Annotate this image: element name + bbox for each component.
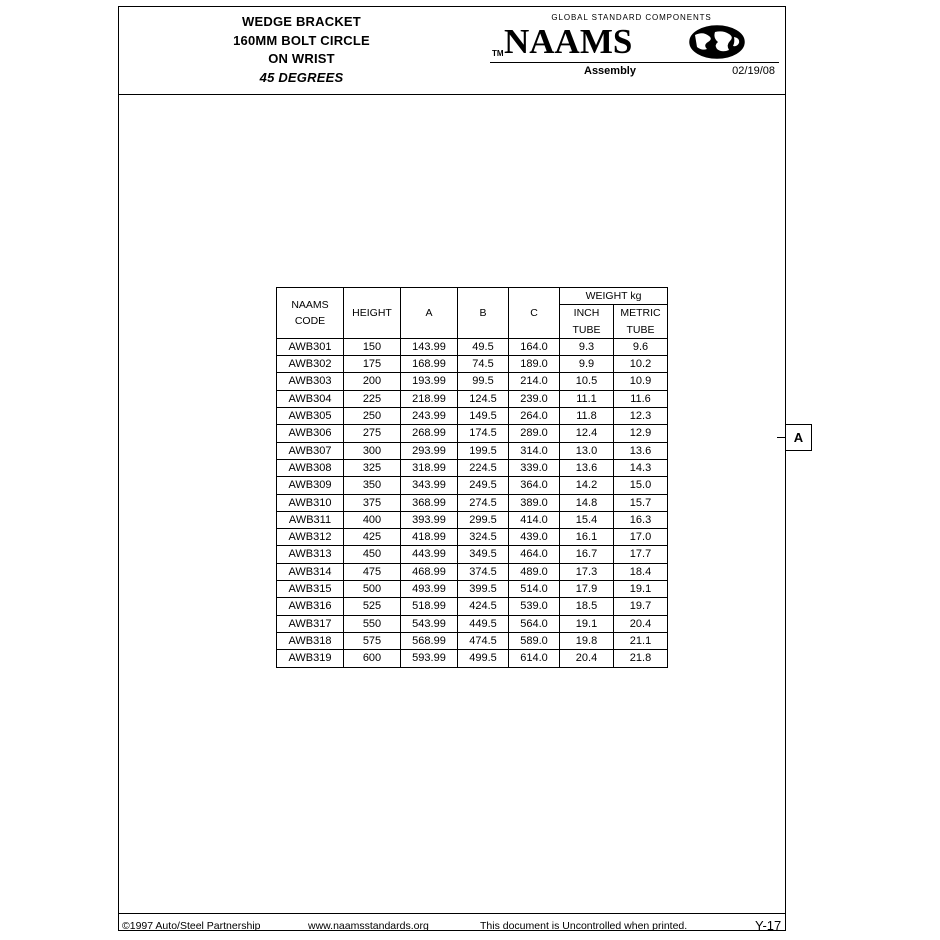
table-header-row bbox=[277, 288, 668, 305]
title-line-4: 45 DEGREES bbox=[259, 69, 344, 85]
cell-a: 493.99 bbox=[401, 581, 458, 598]
header-naams-code-line1: NAAMS bbox=[291, 298, 329, 311]
cell-c: 614.0 bbox=[509, 650, 560, 667]
table-row bbox=[277, 598, 668, 615]
cell-a: 343.99 bbox=[401, 477, 458, 494]
cell-a: 543.99 bbox=[401, 615, 458, 632]
table-row bbox=[277, 356, 668, 373]
cell-a: 268.99 bbox=[401, 425, 458, 442]
table-row bbox=[277, 425, 668, 442]
cell-metric: 14.3 bbox=[614, 459, 668, 476]
footer-divider bbox=[118, 913, 786, 914]
cell-a: 418.99 bbox=[401, 529, 458, 546]
drawing-title bbox=[119, 7, 484, 94]
cell-a: 568.99 bbox=[401, 632, 458, 649]
cell-code: AWB314 bbox=[277, 563, 344, 580]
cell-a: 468.99 bbox=[401, 563, 458, 580]
cell-c: 189.0 bbox=[509, 356, 560, 373]
cell-c: 239.0 bbox=[509, 390, 560, 407]
cell-code: AWB309 bbox=[277, 477, 344, 494]
cell-c: 164.0 bbox=[509, 338, 560, 355]
cell-a: 393.99 bbox=[401, 511, 458, 528]
cell-a: 368.99 bbox=[401, 494, 458, 511]
cell-code: AWB302 bbox=[277, 356, 344, 373]
cell-code: AWB310 bbox=[277, 494, 344, 511]
table-row bbox=[277, 408, 668, 425]
cell-inch: 20.4 bbox=[560, 650, 614, 667]
header-b: B bbox=[458, 288, 509, 339]
cell-inch: 11.1 bbox=[560, 390, 614, 407]
cell-b: 224.5 bbox=[458, 459, 509, 476]
footer-notice: This document is Uncontrolled when printed. bbox=[480, 920, 688, 932]
spec-table bbox=[276, 287, 668, 668]
cell-inch: 14.2 bbox=[560, 477, 614, 494]
cell-b: 399.5 bbox=[458, 581, 509, 598]
cell-metric: 19.1 bbox=[614, 581, 668, 598]
cell-b: 124.5 bbox=[458, 390, 509, 407]
spec-table-body bbox=[277, 338, 668, 667]
cell-height: 375 bbox=[344, 494, 401, 511]
cell-b: 274.5 bbox=[458, 494, 509, 511]
cell-code: AWB304 bbox=[277, 390, 344, 407]
cell-c: 464.0 bbox=[509, 546, 560, 563]
table-row bbox=[277, 338, 668, 355]
cell-metric: 10.9 bbox=[614, 373, 668, 390]
header-a: A bbox=[401, 288, 458, 339]
cell-b: 49.5 bbox=[458, 338, 509, 355]
cell-height: 275 bbox=[344, 425, 401, 442]
cell-code: AWB319 bbox=[277, 650, 344, 667]
page-footer bbox=[118, 918, 786, 938]
table-row bbox=[277, 390, 668, 407]
document-category: Assembly bbox=[584, 65, 636, 77]
cell-code: AWB317 bbox=[277, 615, 344, 632]
title-line-1: WEDGE BRACKET bbox=[242, 14, 361, 29]
header-height: HEIGHT bbox=[344, 288, 401, 339]
header-weight: WEIGHT kg bbox=[560, 288, 668, 305]
cell-b: 499.5 bbox=[458, 650, 509, 667]
cell-height: 475 bbox=[344, 563, 401, 580]
cell-code: AWB316 bbox=[277, 598, 344, 615]
cell-c: 364.0 bbox=[509, 477, 560, 494]
cell-code: AWB307 bbox=[277, 442, 344, 459]
brand-block bbox=[484, 7, 785, 94]
cell-b: 474.5 bbox=[458, 632, 509, 649]
footer-copyright: ©1997 Auto/Steel Partnership bbox=[122, 920, 261, 932]
cell-height: 550 bbox=[344, 615, 401, 632]
cell-b: 199.5 bbox=[458, 442, 509, 459]
cell-inch: 14.8 bbox=[560, 494, 614, 511]
cell-metric: 21.1 bbox=[614, 632, 668, 649]
cell-code: AWB318 bbox=[277, 632, 344, 649]
table-row bbox=[277, 442, 668, 459]
cell-metric: 15.7 bbox=[614, 494, 668, 511]
cell-code: AWB305 bbox=[277, 408, 344, 425]
cell-b: 249.5 bbox=[458, 477, 509, 494]
drawing-sheet bbox=[118, 6, 786, 931]
cell-code: AWB315 bbox=[277, 581, 344, 598]
cell-height: 600 bbox=[344, 650, 401, 667]
cell-inch: 9.9 bbox=[560, 356, 614, 373]
cell-inch: 16.7 bbox=[560, 546, 614, 563]
cell-metric: 13.6 bbox=[614, 442, 668, 459]
cell-metric: 9.6 bbox=[614, 338, 668, 355]
cell-c: 589.0 bbox=[509, 632, 560, 649]
cell-c: 264.0 bbox=[509, 408, 560, 425]
cell-code: AWB311 bbox=[277, 511, 344, 528]
table-row bbox=[277, 459, 668, 476]
cell-b: 299.5 bbox=[458, 511, 509, 528]
revision-tag: A bbox=[785, 424, 812, 451]
cell-c: 314.0 bbox=[509, 442, 560, 459]
cell-inch: 15.4 bbox=[560, 511, 614, 528]
cell-b: 324.5 bbox=[458, 529, 509, 546]
cell-height: 175 bbox=[344, 356, 401, 373]
cell-a: 518.99 bbox=[401, 598, 458, 615]
cell-height: 525 bbox=[344, 598, 401, 615]
cell-inch: 13.6 bbox=[560, 459, 614, 476]
cell-c: 514.0 bbox=[509, 581, 560, 598]
cell-inch: 11.8 bbox=[560, 408, 614, 425]
table-row bbox=[277, 494, 668, 511]
cell-c: 439.0 bbox=[509, 529, 560, 546]
cell-code: AWB303 bbox=[277, 373, 344, 390]
cell-metric: 17.0 bbox=[614, 529, 668, 546]
cell-metric: 12.3 bbox=[614, 408, 668, 425]
cell-inch: 19.8 bbox=[560, 632, 614, 649]
cell-height: 300 bbox=[344, 442, 401, 459]
header-naams-code-line2: CODE bbox=[294, 314, 326, 327]
header-weight-inch: INCH TUBE bbox=[560, 305, 614, 339]
cell-metric: 19.7 bbox=[614, 598, 668, 615]
cell-height: 400 bbox=[344, 511, 401, 528]
cell-inch: 9.3 bbox=[560, 338, 614, 355]
brand-name: NAAMS bbox=[504, 22, 633, 61]
cell-metric: 17.7 bbox=[614, 546, 668, 563]
cell-b: 99.5 bbox=[458, 373, 509, 390]
cell-metric: 16.3 bbox=[614, 511, 668, 528]
header-naams-code bbox=[277, 288, 344, 339]
table-row bbox=[277, 650, 668, 667]
cell-a: 593.99 bbox=[401, 650, 458, 667]
spec-table-container bbox=[276, 287, 668, 668]
cell-metric: 12.9 bbox=[614, 425, 668, 442]
table-row bbox=[277, 529, 668, 546]
cell-b: 424.5 bbox=[458, 598, 509, 615]
cell-metric: 11.6 bbox=[614, 390, 668, 407]
cell-a: 293.99 bbox=[401, 442, 458, 459]
cell-b: 449.5 bbox=[458, 615, 509, 632]
cell-height: 250 bbox=[344, 408, 401, 425]
header-weight-metric: METRIC TUBE bbox=[614, 305, 668, 339]
header-c: C bbox=[509, 288, 560, 339]
cell-b: 349.5 bbox=[458, 546, 509, 563]
cell-height: 450 bbox=[344, 546, 401, 563]
cell-height: 150 bbox=[344, 338, 401, 355]
brand-tagline: GLOBAL STANDARD COMPONENTS bbox=[551, 13, 712, 22]
cell-code: AWB313 bbox=[277, 546, 344, 563]
cell-height: 500 bbox=[344, 581, 401, 598]
cell-c: 489.0 bbox=[509, 563, 560, 580]
cell-c: 214.0 bbox=[509, 373, 560, 390]
cell-height: 325 bbox=[344, 459, 401, 476]
table-row bbox=[277, 477, 668, 494]
cell-height: 575 bbox=[344, 632, 401, 649]
cell-inch: 17.3 bbox=[560, 563, 614, 580]
revision-date: 02/19/08 bbox=[732, 65, 775, 77]
table-row bbox=[277, 632, 668, 649]
cell-a: 443.99 bbox=[401, 546, 458, 563]
cell-inch: 18.5 bbox=[560, 598, 614, 615]
cell-inch: 10.5 bbox=[560, 373, 614, 390]
cell-metric: 18.4 bbox=[614, 563, 668, 580]
cell-metric: 20.4 bbox=[614, 615, 668, 632]
cell-inch: 12.4 bbox=[560, 425, 614, 442]
cell-c: 414.0 bbox=[509, 511, 560, 528]
cell-inch: 19.1 bbox=[560, 615, 614, 632]
cell-metric: 10.2 bbox=[614, 356, 668, 373]
cell-c: 339.0 bbox=[509, 459, 560, 476]
cell-b: 374.5 bbox=[458, 563, 509, 580]
title-divider bbox=[490, 62, 779, 63]
cell-height: 200 bbox=[344, 373, 401, 390]
cell-height: 350 bbox=[344, 477, 401, 494]
cell-b: 174.5 bbox=[458, 425, 509, 442]
cell-height: 425 bbox=[344, 529, 401, 546]
table-row bbox=[277, 373, 668, 390]
table-row bbox=[277, 563, 668, 580]
cell-c: 389.0 bbox=[509, 494, 560, 511]
cell-a: 243.99 bbox=[401, 408, 458, 425]
table-row bbox=[277, 615, 668, 632]
footer-website-link[interactable]: www.naamsstandards.org bbox=[308, 920, 429, 932]
cell-code: AWB301 bbox=[277, 338, 344, 355]
cell-code: AWB312 bbox=[277, 529, 344, 546]
footer-page-number: Y-17 bbox=[755, 918, 782, 933]
cell-inch: 13.0 bbox=[560, 442, 614, 459]
cell-height: 225 bbox=[344, 390, 401, 407]
cell-a: 168.99 bbox=[401, 356, 458, 373]
title-line-2: 160MM BOLT CIRCLE bbox=[233, 32, 370, 48]
cell-a: 218.99 bbox=[401, 390, 458, 407]
title-line-3: ON WRIST bbox=[268, 51, 335, 66]
cell-b: 149.5 bbox=[458, 408, 509, 425]
cell-a: 143.99 bbox=[401, 338, 458, 355]
table-row bbox=[277, 546, 668, 563]
cell-code: AWB306 bbox=[277, 425, 344, 442]
trademark-label: TM bbox=[492, 49, 504, 58]
cell-metric: 15.0 bbox=[614, 477, 668, 494]
cell-b: 74.5 bbox=[458, 356, 509, 373]
cell-c: 289.0 bbox=[509, 425, 560, 442]
brand-logo-row bbox=[484, 23, 785, 67]
table-row bbox=[277, 511, 668, 528]
cell-inch: 16.1 bbox=[560, 529, 614, 546]
table-row bbox=[277, 581, 668, 598]
cell-c: 564.0 bbox=[509, 615, 560, 632]
title-block bbox=[119, 7, 785, 95]
cell-code: AWB308 bbox=[277, 459, 344, 476]
cell-a: 318.99 bbox=[401, 459, 458, 476]
cell-metric: 21.8 bbox=[614, 650, 668, 667]
cell-a: 193.99 bbox=[401, 373, 458, 390]
globe-icon bbox=[689, 25, 745, 59]
cell-inch: 17.9 bbox=[560, 581, 614, 598]
cell-c: 539.0 bbox=[509, 598, 560, 615]
